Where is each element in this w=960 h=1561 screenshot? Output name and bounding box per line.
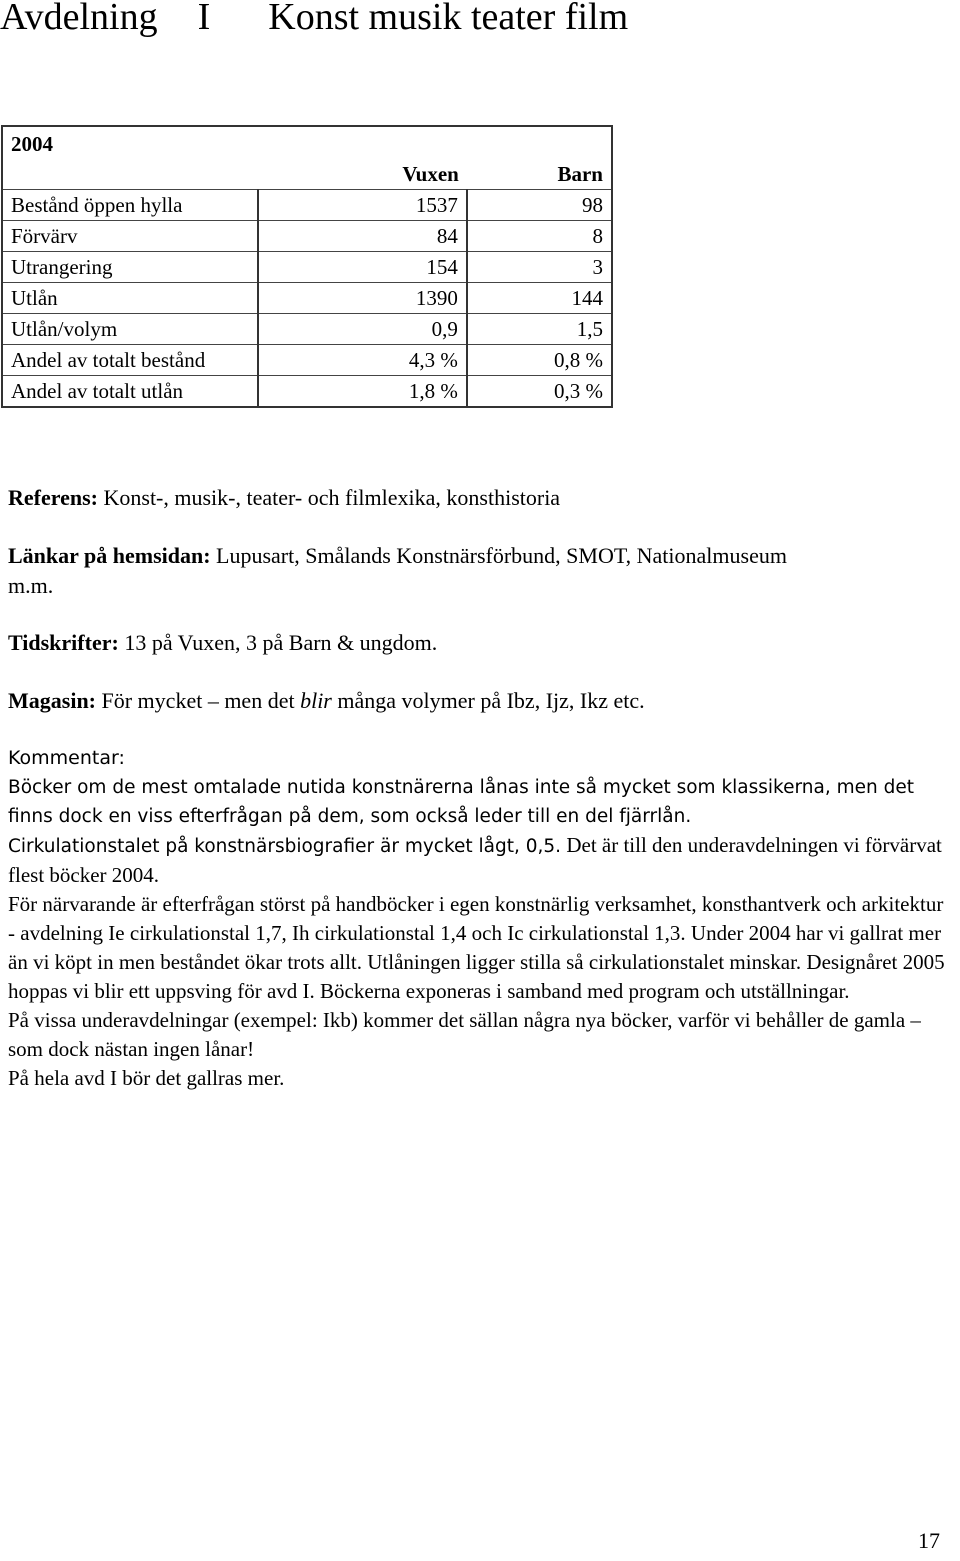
table-row <box>2 190 612 221</box>
kommentar-paragraph: Böcker om de mest omtalade nutida konstnärerna lånas inte så mycket som klassikerna, men det finns dock en viss efterfrågan på dem, som också leder till en del fjärrlån. <box>8 777 914 827</box>
table-row <box>2 314 612 345</box>
row-label: Bestånd öppen hylla <box>2 190 258 221</box>
kommentar-paragraph <box>8 831 953 890</box>
cell-barn: 98 <box>467 190 612 221</box>
lankar-label: Länkar på hemsidan: <box>8 543 211 568</box>
kommentar-paragraph: För närvarande är efterfrågan störst på handböcker i egen konstnärlig verksamhet, konsthantverk och arkitektur - avdelning Ie cirkulationstal 1,7, Ih cirkulationstal 1,4 och Ic cirkulationstal 1,3. Under 2004 har vi gallrat mer än vi köpt in men beståndet ökar trots allt. Utlåningen ligger stilla så cirkulationstalet minskar. Designåret 2005 hoppas vi blir ett uppsving för avd I. Böckerna exponeras i samband med program och utställningar. <box>8 892 945 1003</box>
heading-prefix: Avdelning <box>0 0 158 38</box>
row-label: Andel av totalt utlån <box>2 376 258 408</box>
referens-text: Konst-, musik-, teater- och filmlexika, konsthistoria <box>98 485 561 510</box>
cell-barn: 8 <box>467 221 612 252</box>
lankar-line <box>8 541 948 571</box>
cell-vuxen: 84 <box>258 221 467 252</box>
tidskrifter-line <box>8 628 948 658</box>
magasin-label: Magasin: <box>8 688 96 713</box>
row-label: Förvärv <box>2 221 258 252</box>
cell-barn: 0,8 % <box>467 345 612 376</box>
column-header-vuxen: Vuxen <box>402 162 459 186</box>
table-header-row <box>2 159 612 190</box>
cell-vuxen: 1537 <box>258 190 467 221</box>
kommentar-paragraph: På vissa underavdelningar (exempel: Ikb) kommer det sällan några nya böcker, varför vi behåller de gamla – som dock nästan ingen lånar! <box>8 1008 921 1061</box>
table-row <box>2 283 612 314</box>
cell-barn: 0,3 % <box>467 376 612 408</box>
kommentar-label: Kommentar: <box>8 747 125 769</box>
row-label: Utrangering <box>2 252 258 283</box>
table-year: 2004 <box>2 126 258 159</box>
row-label: Andel av totalt bestånd <box>2 345 258 376</box>
tidskrifter-label: Tidskrifter: <box>8 630 119 655</box>
cell-vuxen: 4,3 % <box>258 345 467 376</box>
table-row <box>2 376 612 408</box>
cell-vuxen: 1390 <box>258 283 467 314</box>
heading-name: Konst musik teater film <box>268 0 629 38</box>
kommentar-sentence: Cirkulationstalet på konstnärsbiografier är mycket lågt, 0,5. <box>8 836 562 857</box>
referens-line <box>8 483 948 513</box>
cell-vuxen: 1,8 % <box>258 376 467 408</box>
referens-label: Referens: <box>8 485 98 510</box>
cell-barn: 1,5 <box>467 314 612 345</box>
row-label: Utlån <box>2 283 258 314</box>
page-number: 17 <box>918 1528 940 1553</box>
magasin-emphasis: blir <box>300 688 332 713</box>
lankar-text: Lupusart, Smålands Konstnärsförbund, SMOT, Nationalmuseum <box>210 543 787 568</box>
cell-vuxen: 154 <box>258 252 467 283</box>
column-header-barn: Barn <box>467 159 612 190</box>
kommentar-sentence: Det är till den underavdelningen vi förvärvat flest böcker 2004. <box>8 833 942 887</box>
magasin-line <box>8 686 948 716</box>
kommentar-paragraph: På hela avd I bör det gallras mer. <box>8 1066 285 1090</box>
lankar-continuation: m.m. <box>8 573 54 598</box>
heading-number: I <box>197 0 211 38</box>
table-year-row <box>2 126 612 159</box>
magasin-text-before: För mycket – men det <box>96 688 301 713</box>
cell-barn: 3 <box>467 252 612 283</box>
magasin-text-after: många volymer på Ibz, Ijz, Ikz etc. <box>331 688 645 713</box>
row-label: Utlån/volym <box>2 314 258 345</box>
table-row <box>2 345 612 376</box>
tidskrifter-text: 13 på Vuxen, 3 på Barn & ungdom. <box>118 630 438 655</box>
table-row <box>2 252 612 283</box>
table-row <box>2 221 612 252</box>
cell-vuxen: 0,9 <box>258 314 467 345</box>
statistics-table <box>1 125 613 408</box>
kommentar-body <box>8 773 953 1093</box>
page-heading <box>0 0 628 40</box>
cell-barn: 144 <box>467 283 612 314</box>
